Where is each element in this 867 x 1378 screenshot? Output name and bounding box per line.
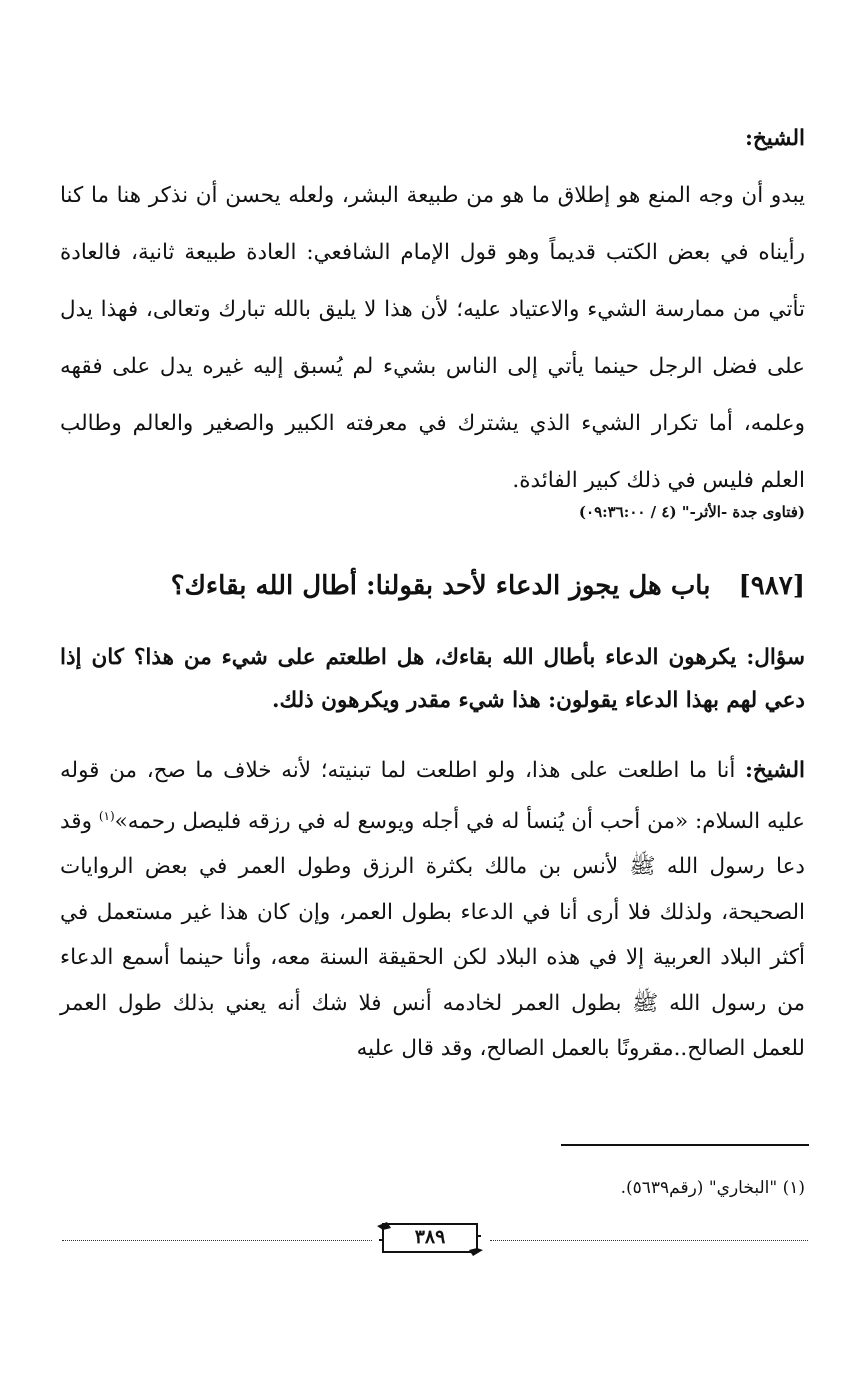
speaker-label-2: الشيخ: bbox=[745, 758, 806, 783]
question-text: سؤال: يكرهون الدعاء بأطال الله بقاءك، هل اطلعتم على شيء من هذا؟ كان إذا دعي لهم بهذا الدعاء يقولون: هذا شيء مقدر ويكرهون ذلك. bbox=[60, 645, 805, 713]
page-number-ornament bbox=[375, 1220, 485, 1258]
paragraph-2 bbox=[60, 748, 805, 1072]
chapter-heading bbox=[60, 566, 805, 606]
paragraph-1 bbox=[60, 110, 805, 509]
footer-dotted-line-left bbox=[62, 1240, 372, 1241]
paragraph-2-text-b: وقد دعا رسول الله ﷺ لأنس بن مالك بكثرة الرزق وطول العمر في بعض الروايات الصحيحة، ولذلك فلا أرى أنا في الدعاء بطول العمر، وإن كان هذا غير مستعمل في أكثر البلاد العربية إلا في هذه البلاد لكن الحقيقة السنة معه، وأنا حينما أسمع الدعاء من رسول الله ﷺ بطول العمر لخادمه أنس فلا شك أنه يعني بذلك طول العمر للعمل الصالح..مقرونًا بالعمل الصالح، وقد قال عليه bbox=[60, 808, 805, 1062]
page-number: ٣٨٩ bbox=[414, 1226, 446, 1248]
footer-dotted-line-right bbox=[490, 1240, 808, 1241]
chapter-title: باب هل يجوز الدعاء لأحد بقولنا: أطال الله بقاءك؟ bbox=[170, 571, 711, 601]
chapter-number: [٩٨٧] bbox=[738, 571, 805, 601]
speaker-label: الشيخ: bbox=[744, 126, 805, 151]
footnote-ref: (١) bbox=[98, 808, 115, 823]
footnote-divider bbox=[561, 1144, 809, 1146]
paragraph-2-text-a: أنا ما اطلعت على هذا، ولو اطلعت لما تبنيته؛ لأنه خلاف ما صح، من قوله عليه السلام: «من أحب أن يُنسأ له في أجله ويوسع له في رزقه فليصل رحمه» bbox=[60, 758, 805, 834]
question bbox=[60, 636, 805, 722]
citation: (فتاوى جدة -الأثر-" (٤ / ٠٩:٣٦:٠٠) bbox=[578, 503, 805, 521]
footnote: (١) "البخاري" (رقم٥٦٣٩). bbox=[620, 1178, 805, 1198]
paragraph-1-text: يبدو أن وجه المنع هو إطلاق ما هو من طبيعة البشر، ولعله يحسن أن نذكر هنا ما كنا رأيناه في بعض الكتب قديماً وهو قول الإمام الشافعي: العادة طبيعة ثانية، فالعادة تأتي من ممارسة الشيء والاعتياد عليه؛ لأن هذا لا يليق بالله تبارك وتعالى، فهذا يدل على فضل الرجل حينما يأتي إلى الناس بشيء لم يُسبق إليه غيره يدل على فقهه وعلمه، أما تكرار الشيء الذي يشترك في معرفته الكبير والصغير والعالم وطالب العلم فليس في ذلك كبير الفائدة. bbox=[60, 183, 805, 493]
